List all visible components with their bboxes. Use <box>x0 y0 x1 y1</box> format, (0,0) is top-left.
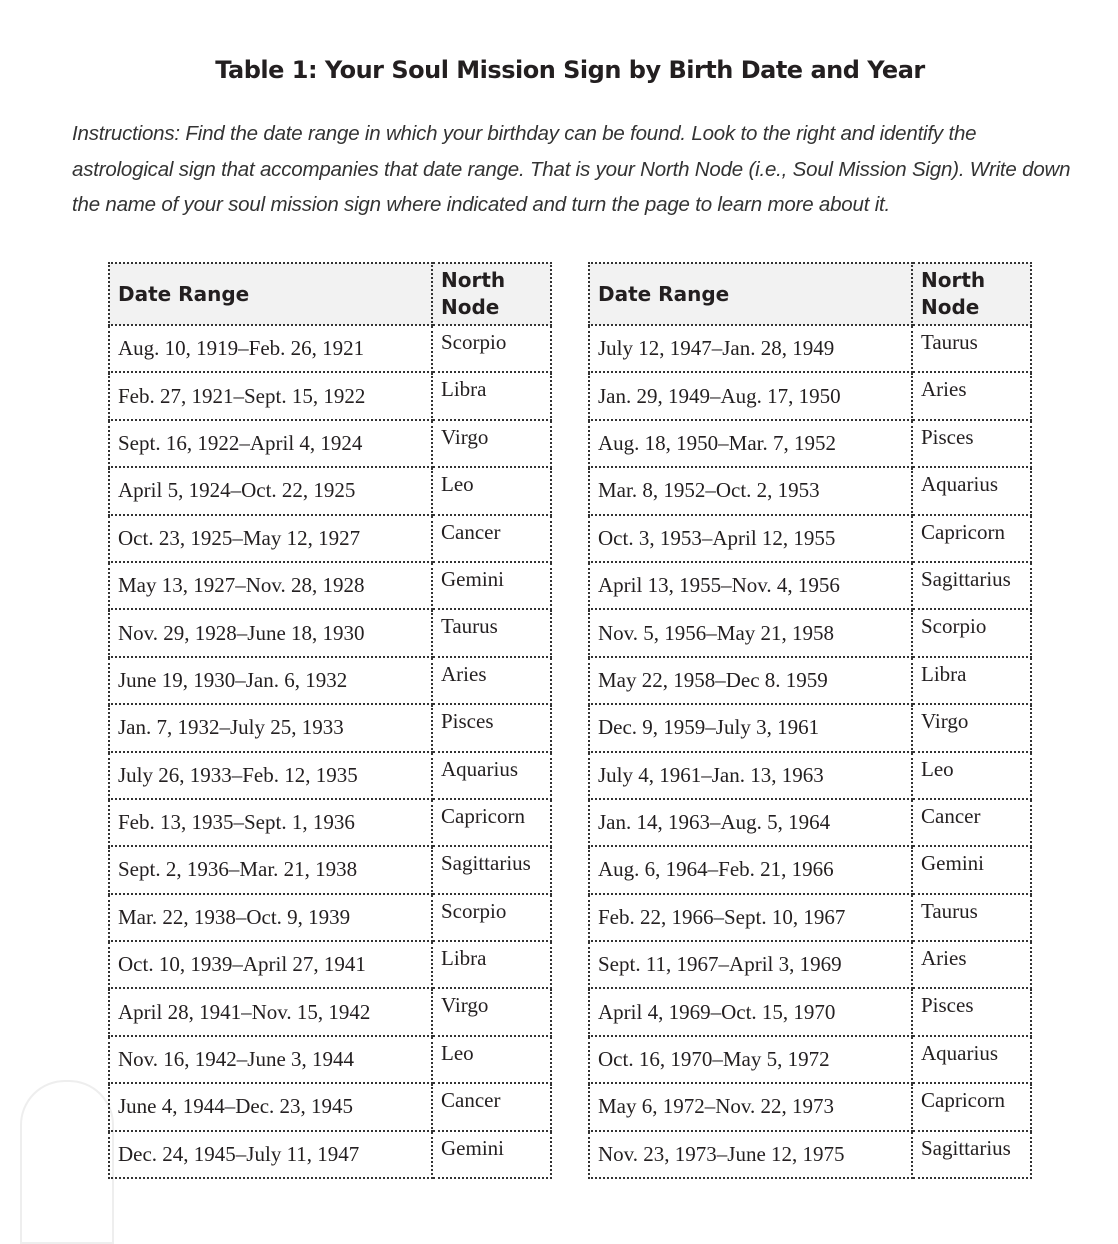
date-range-cell: April 4, 1969–Oct. 15, 1970 <box>589 988 912 1035</box>
date-range-cell: Sept. 11, 1967–April 3, 1969 <box>589 941 912 988</box>
north-node-cell: Virgo <box>432 420 551 467</box>
page-title: Table 1: Your Soul Mission Sign by Birth Date and Year <box>215 56 925 84</box>
table-row <box>109 467 551 514</box>
date-range-cell: Feb. 27, 1921–Sept. 15, 1922 <box>109 372 432 419</box>
table-row <box>109 372 551 419</box>
table-row <box>109 988 551 1035</box>
table-row <box>589 799 1031 846</box>
date-range-cell: May 6, 1972–Nov. 22, 1973 <box>589 1083 912 1130</box>
table-row <box>589 420 1031 467</box>
header-date-range: Date Range <box>589 263 912 325</box>
date-range-cell: Aug. 10, 1919–Feb. 26, 1921 <box>109 325 432 372</box>
table-row <box>109 562 551 609</box>
north-node-cell: Gemini <box>432 562 551 609</box>
header-date-range: Date Range <box>109 263 432 325</box>
date-range-cell: June 19, 1930–Jan. 6, 1932 <box>109 657 432 704</box>
north-node-cell: Aries <box>912 372 1031 419</box>
table-row <box>589 325 1031 372</box>
north-node-cell: Virgo <box>912 704 1031 751</box>
table-row <box>589 515 1031 562</box>
date-range-cell: Dec. 24, 1945–July 11, 1947 <box>109 1131 432 1178</box>
table-row <box>589 752 1031 799</box>
date-range-cell: Feb. 13, 1935–Sept. 1, 1936 <box>109 799 432 846</box>
table-row <box>109 846 551 893</box>
table-row <box>109 515 551 562</box>
date-range-cell: Oct. 23, 1925–May 12, 1927 <box>109 515 432 562</box>
date-range-cell: Sept. 2, 1936–Mar. 21, 1938 <box>109 846 432 893</box>
north-node-cell: Libra <box>432 941 551 988</box>
table-row <box>109 1131 551 1178</box>
north-node-cell: Gemini <box>912 846 1031 893</box>
north-node-cell: Taurus <box>912 325 1031 372</box>
date-range-cell: July 4, 1961–Jan. 13, 1963 <box>589 752 912 799</box>
table-row <box>589 988 1031 1035</box>
date-range-cell: Mar. 22, 1938–Oct. 9, 1939 <box>109 894 432 941</box>
header-north-node: North Node <box>432 263 551 325</box>
date-range-cell: July 26, 1933–Feb. 12, 1935 <box>109 752 432 799</box>
north-node-cell: Sagittarius <box>912 1131 1031 1178</box>
header-north-node: North Node <box>912 263 1031 325</box>
table-row <box>589 1036 1031 1083</box>
date-range-cell: May 13, 1927–Nov. 28, 1928 <box>109 562 432 609</box>
date-range-cell: Mar. 8, 1952–Oct. 2, 1953 <box>589 467 912 514</box>
north-node-cell: Capricorn <box>432 799 551 846</box>
date-range-cell: Nov. 16, 1942–June 3, 1944 <box>109 1036 432 1083</box>
date-range-cell: Oct. 10, 1939–April 27, 1941 <box>109 941 432 988</box>
date-range-cell: April 28, 1941–Nov. 15, 1942 <box>109 988 432 1035</box>
date-range-cell: June 4, 1944–Dec. 23, 1945 <box>109 1083 432 1130</box>
table-header-row <box>109 263 551 325</box>
north-node-cell: Taurus <box>432 609 551 656</box>
north-node-cell: Cancer <box>432 515 551 562</box>
north-node-cell: Aquarius <box>912 467 1031 514</box>
date-range-cell: May 22, 1958–Dec 8. 1959 <box>589 657 912 704</box>
date-range-cell: Oct. 16, 1970–May 5, 1972 <box>589 1036 912 1083</box>
north-node-cell: Aries <box>912 941 1031 988</box>
date-range-cell: Oct. 3, 1953–April 12, 1955 <box>589 515 912 562</box>
table-row <box>589 1083 1031 1130</box>
north-node-cell: Scorpio <box>432 894 551 941</box>
date-range-cell: Feb. 22, 1966–Sept. 10, 1967 <box>589 894 912 941</box>
table-row <box>589 372 1031 419</box>
table-row <box>589 609 1031 656</box>
north-node-cell: Aquarius <box>912 1036 1031 1083</box>
north-node-cell: Libra <box>432 372 551 419</box>
table-row <box>589 704 1031 751</box>
date-range-cell: Nov. 5, 1956–May 21, 1958 <box>589 609 912 656</box>
date-range-cell: Nov. 29, 1928–June 18, 1930 <box>109 609 432 656</box>
north-node-cell: Aries <box>432 657 551 704</box>
north-node-cell: Capricorn <box>912 515 1031 562</box>
table-row <box>109 325 551 372</box>
north-node-cell: Pisces <box>432 704 551 751</box>
table-row <box>109 941 551 988</box>
north-node-cell: Capricorn <box>912 1083 1031 1130</box>
north-node-cell: Pisces <box>912 420 1031 467</box>
north-node-cell: Taurus <box>912 894 1031 941</box>
table-row <box>109 752 551 799</box>
table-row <box>589 941 1031 988</box>
date-range-cell: July 12, 1947–Jan. 28, 1949 <box>589 325 912 372</box>
north-node-cell: Libra <box>912 657 1031 704</box>
north-node-cell: Leo <box>912 752 1031 799</box>
north-node-cell: Leo <box>432 467 551 514</box>
date-range-cell: Jan. 14, 1963–Aug. 5, 1964 <box>589 799 912 846</box>
table-row <box>589 894 1031 941</box>
north-node-cell: Gemini <box>432 1131 551 1178</box>
table-row <box>109 1036 551 1083</box>
north-node-cell: Cancer <box>912 799 1031 846</box>
north-node-cell: Leo <box>432 1036 551 1083</box>
table-row <box>589 657 1031 704</box>
date-range-cell: Nov. 23, 1973–June 12, 1975 <box>589 1131 912 1178</box>
north-node-cell: Cancer <box>432 1083 551 1130</box>
north-node-cell: Scorpio <box>912 609 1031 656</box>
table-row <box>589 846 1031 893</box>
table-row <box>589 1131 1031 1178</box>
north-node-cell: Aquarius <box>432 752 551 799</box>
north-node-cell: Pisces <box>912 988 1031 1035</box>
table-row <box>109 1083 551 1130</box>
date-range-cell: Dec. 9, 1959–July 3, 1961 <box>589 704 912 751</box>
north-node-cell: Virgo <box>432 988 551 1035</box>
table-row <box>109 704 551 751</box>
table-row <box>109 657 551 704</box>
date-range-cell: Jan. 7, 1932–July 25, 1933 <box>109 704 432 751</box>
north-node-table-left <box>108 262 552 1179</box>
table-row <box>589 562 1031 609</box>
decorative-illustration <box>20 1080 114 1244</box>
table-row <box>109 609 551 656</box>
north-node-cell: Sagittarius <box>432 846 551 893</box>
date-range-cell: April 13, 1955–Nov. 4, 1956 <box>589 562 912 609</box>
table-row <box>109 799 551 846</box>
north-node-cell: Sagittarius <box>912 562 1031 609</box>
table-row <box>109 894 551 941</box>
north-node-cell: Scorpio <box>432 325 551 372</box>
table-row <box>109 420 551 467</box>
table-header-row <box>589 263 1031 325</box>
date-range-cell: Aug. 18, 1950–Mar. 7, 1952 <box>589 420 912 467</box>
date-range-cell: April 5, 1924–Oct. 22, 1925 <box>109 467 432 514</box>
table-row <box>589 467 1031 514</box>
date-range-cell: Sept. 16, 1922–April 4, 1924 <box>109 420 432 467</box>
instructions-text: Instructions: Find the date range in which your birthday can be found. Look to the right and identify the astrological sign that accompanies that date range. That is your North Node (i.e., Soul Mission Sign). Write down the name of your soul mission sign where indicated and turn the page to learn more about it. <box>72 122 1071 216</box>
date-range-cell: Aug. 6, 1964–Feb. 21, 1966 <box>589 846 912 893</box>
north-node-table-right <box>588 262 1032 1179</box>
date-range-cell: Jan. 29, 1949–Aug. 17, 1950 <box>589 372 912 419</box>
